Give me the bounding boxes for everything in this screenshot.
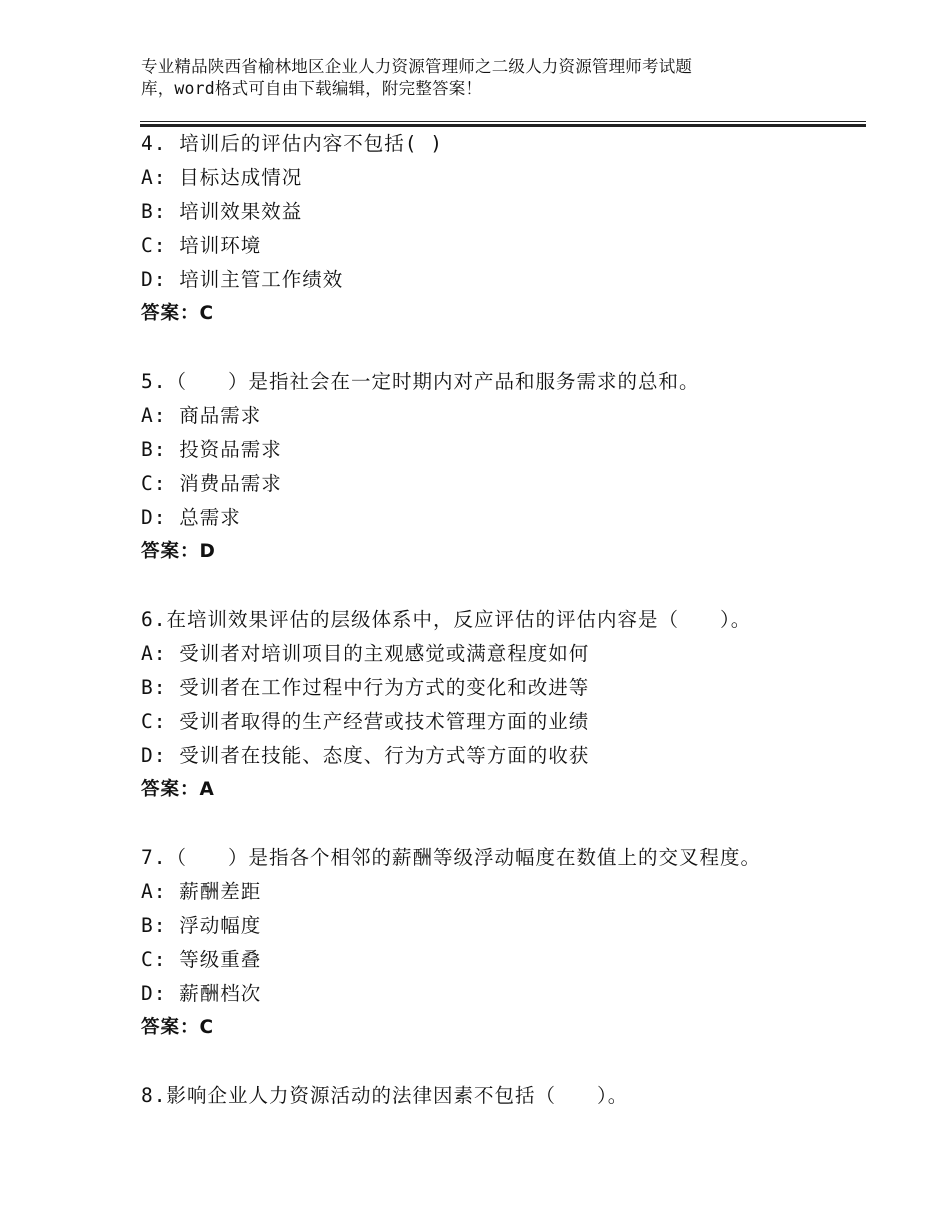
option-b: B: 受训者在工作过程中行为方式的变化和改进等 <box>141 676 590 699</box>
header-line-1: 专业精品陕西省榆林地区企业人力资源管理师之二级人力资源管理师考试题 <box>141 57 693 76</box>
question-stem: 6.在培训效果评估的层级体系中，反应评估的评估内容是（ ）。 <box>141 608 752 631</box>
question-7 <box>141 841 921 1079</box>
option-d: D: 总需求 <box>141 506 241 529</box>
option-b: B: 培训效果效益 <box>141 200 303 223</box>
question-stem: 5.（ ）是指社会在一定时期内对产品和服务需求的总和。 <box>141 370 700 393</box>
question-list <box>141 127 921 1113</box>
option-a: A: 薪酬差距 <box>141 880 262 903</box>
question-spacer <box>141 807 921 841</box>
question-spacer <box>141 1045 921 1079</box>
question-stem: 8.影响企业人力资源活动的法律因素不包括（ ）。 <box>141 1084 629 1107</box>
option-a: A: 目标达成情况 <box>141 166 303 189</box>
option-c: C: 消费品需求 <box>141 472 282 495</box>
option-c: C: 受训者取得的生产经营或技术管理方面的业绩 <box>141 710 590 733</box>
option-b: B: 投资品需求 <box>141 438 282 461</box>
answer-line: 答案：C <box>141 303 215 324</box>
question-8 <box>141 1079 921 1113</box>
header-line-2: 库，word格式可自由下载编辑，附完整答案！ <box>141 79 483 98</box>
option-d: D: 受训者在技能、态度、行为方式等方面的收获 <box>141 744 590 767</box>
question-6 <box>141 603 921 841</box>
option-b: B: 浮动幅度 <box>141 914 262 937</box>
option-a: A: 受训者对培训项目的主观感觉或满意程度如何 <box>141 642 590 665</box>
document-header <box>141 56 861 100</box>
answer-line: 答案：C <box>141 1017 215 1038</box>
option-a: A: 商品需求 <box>141 404 262 427</box>
question-4 <box>141 127 921 365</box>
question-stem: 4. 培训后的评估内容不包括( ) <box>141 132 443 155</box>
question-spacer <box>141 331 921 365</box>
header-divider-thin <box>140 121 866 122</box>
answer-line: 答案：A <box>141 779 215 800</box>
answer-line: 答案：D <box>141 541 216 562</box>
option-d: D: 培训主管工作绩效 <box>141 268 344 291</box>
question-stem: 7.（ ）是指各个相邻的薪酬等级浮动幅度在数值上的交叉程度。 <box>141 846 761 869</box>
option-c: C: 等级重叠 <box>141 948 262 971</box>
option-d: D: 薪酬档次 <box>141 982 262 1005</box>
question-5 <box>141 365 921 603</box>
option-c: C: 培训环境 <box>141 234 262 257</box>
question-spacer <box>141 569 921 603</box>
